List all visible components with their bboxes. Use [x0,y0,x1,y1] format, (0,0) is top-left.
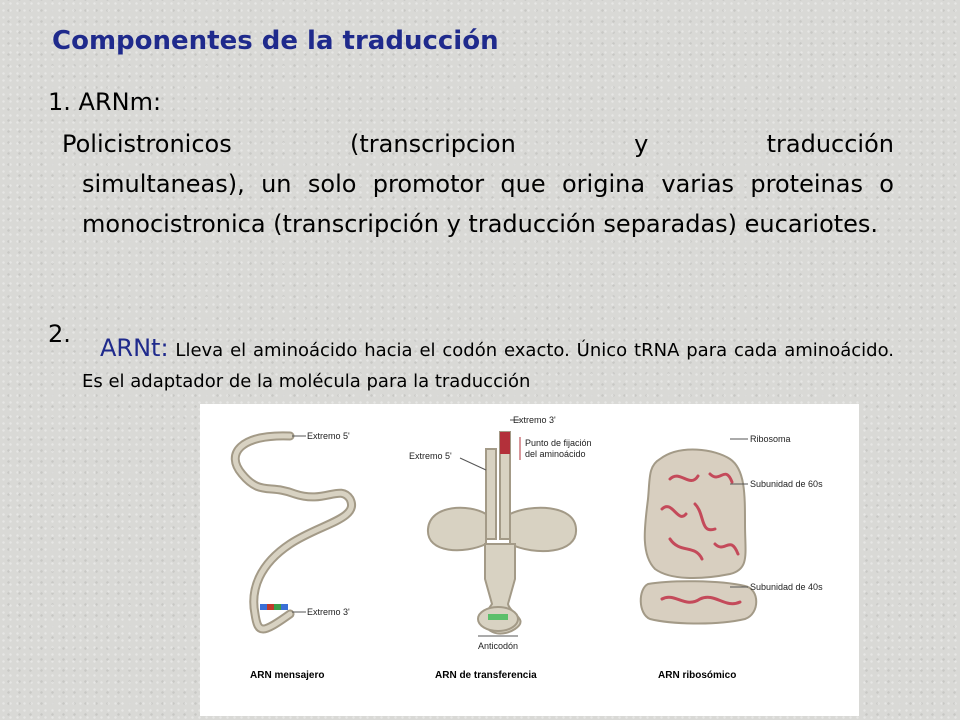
ribosome-shape [641,450,757,624]
item1-rest: simultaneas), un solo promotor que origina varias proteinas o monocistronica (transcripción y traducción separadas) eucariotes. [82,170,894,238]
item2-text: Lleva el aminoácido hacia el codón exacto. Único tRNA para cada aminoácido. Es el adaptador de la molécula para la traducción [82,340,894,392]
sub40-label: Subunidad de 40s [750,582,823,592]
ribosome-label: Ribosoma [750,434,791,444]
trna-attach-site [500,432,510,454]
trna-cloverleaf [428,432,576,634]
item1-paragraph [62,124,894,244]
sub60-label: Subunidad de 60s [750,479,823,489]
rna-diagram [200,404,859,716]
trna-end3-label: Extremo 3' [513,415,556,425]
slide-title: Componentes de la traducción [52,26,499,56]
mrna-ribbon [235,436,351,629]
trna-attach-line1: Punto de fijación [525,438,592,448]
item1-first-line: Policistronicos (transcripcion y traducción [62,130,894,158]
trna-end5-label: Extremo 5' [409,451,452,461]
trna-caption: ARN de transferencia [435,670,537,681]
anticodon-mark [488,614,508,620]
item2-paragraph [82,333,894,397]
anticodon-label: Anticodón [478,641,519,651]
trna-attach-line2: del aminoácido [525,449,586,459]
item2-number: 2. [48,320,71,348]
item1-heading: 1. ARNm: [48,88,162,116]
rrna-caption: ARN ribosómico [658,670,737,681]
mrna-end5-label: Extremo 5' [307,431,350,441]
rna-types-figure [200,404,859,716]
item2-heading: ARNt: [100,334,169,362]
mrna-end3-label: Extremo 3' [307,607,350,617]
mrna-caption: ARN mensajero [250,670,325,681]
